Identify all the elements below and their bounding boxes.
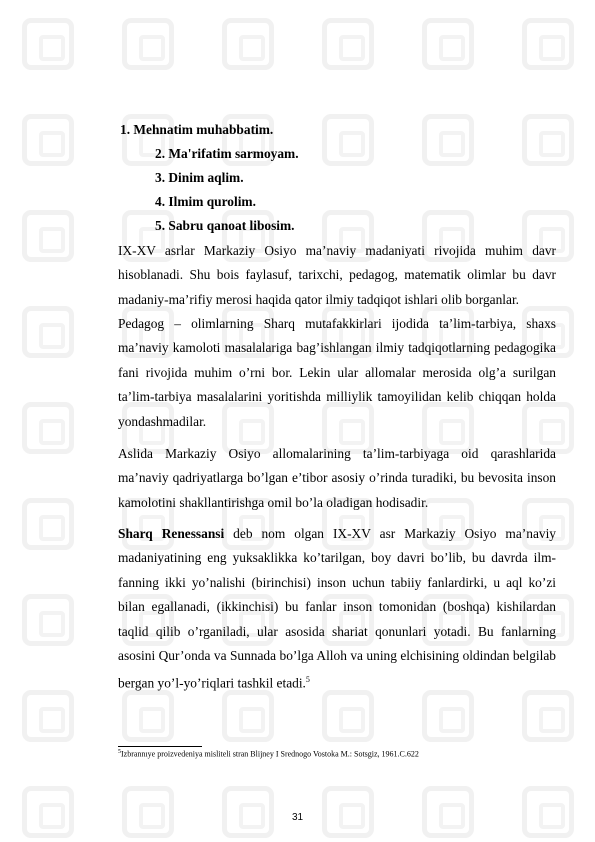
watermark-mark xyxy=(22,402,74,454)
watermark-mark xyxy=(22,594,74,646)
footnote-reference[interactable]: 5 xyxy=(305,675,310,685)
paragraph-text: IX-XV asrlar Markaziy Osiyo ma’naviy madaniyati rivojida muhim davr hisoblanadi. Shu bois faylasuf, tarixchi, pedagog, matematik olimlar bu davr madaniy-ma’rifiy merosi haqida qator ilmiy tadqiqot ishlari olib borganlar. xyxy=(118,243,556,307)
watermark-mark xyxy=(222,690,274,742)
watermark-mark xyxy=(22,306,74,358)
watermark-mark xyxy=(22,114,74,166)
watermark-mark xyxy=(122,18,174,70)
watermark-mark xyxy=(422,18,474,70)
term-sharq-renessansi: Sharq Renessansi xyxy=(118,526,225,541)
watermark-mark xyxy=(22,498,74,550)
watermark-mark xyxy=(522,690,574,742)
page-number: 31 xyxy=(291,812,304,823)
watermark-mark xyxy=(522,114,574,166)
footnote-mark: 5 xyxy=(118,749,121,755)
paragraph-1 xyxy=(118,239,556,312)
footnote-divider xyxy=(118,746,202,747)
watermark-mark xyxy=(222,18,274,70)
watermark-mark xyxy=(422,690,474,742)
paragraph-text: Pedagog – olimlarning Sharq mutafakkirlari ijodida ta’lim-tarbiya, shaxs ma’naviy kamoloti masalalariga bag’ishlangan ilmiy tadqiqotlarning pedagogika fani rivojida muhim o’rni bor. Lekin ular allomalar merosida olg’a surilgan ta’lim-tarbiya masalalarini yoritishda milliylik tamoyilidan kelib chiqqan holda yondashmadilar. xyxy=(118,316,556,429)
list-item: 5. Sabru qanoat libosim. xyxy=(155,218,295,233)
paragraph-3 xyxy=(118,442,556,515)
list-item: 4. Ilmim qurolim. xyxy=(155,194,256,209)
watermark-mark xyxy=(122,690,174,742)
watermark-mark xyxy=(522,18,574,70)
watermark-mark xyxy=(322,114,374,166)
watermark-mark xyxy=(22,18,74,70)
footnote-text: Izbrannıye proizvedeniya misliteli stran Blijney I Srednogo Vostoka M.: Sotsgiz, 1961.C.622 xyxy=(121,749,419,759)
watermark-mark xyxy=(22,210,74,262)
watermark-mark xyxy=(22,690,74,742)
paragraph-text: deb nom olgan IX-XV asr Markaziy Osiyo ma’naviy madaniyatining eng yuksaklikka ko’tarilgan, boy davri bo’lib, bu davrda ilm-fanning ikki yo’nalishi (birinchisi) inson uchun tabiiy fanlardirki, u aql ko’zi bilan egallanadi, (ikkinchisi) bu fanlar inson tomonidan (boshqa) kishilardan taqlid qilib o’rganiladi, ular asosida shariat qonunlari yotadi. Bu fanlarning asosini Qur’onda va Sunnada bo’lga Alloh va uning elchisining oldindan belgilab bergan yo’l-yo’riqlari tashkil etadi. xyxy=(118,526,557,691)
watermark-mark xyxy=(322,18,374,70)
paragraph-2 xyxy=(118,312,556,434)
list-item: 1. Mehnatim muhabbatim. xyxy=(120,122,274,137)
list-item: 3. Dinim aqlim. xyxy=(155,170,244,185)
list-item: 2. Ma'rifatim sarmoyam. xyxy=(155,146,299,161)
watermark-mark xyxy=(322,690,374,742)
watermark-mark xyxy=(422,114,474,166)
paragraph-text: Aslida Markaziy Osiyo allomalarining ta’lim-tarbiyaga oid qarashlarida ma’naviy qadriyatlarga bo’lgan e’tibor asosiy o’rinda turadiki, bu bevosita inson kamolotini shakllantirishga omil bo’la oladigan hodisadir. xyxy=(118,446,556,510)
paragraph-4 xyxy=(118,522,556,696)
footnote xyxy=(118,749,419,759)
